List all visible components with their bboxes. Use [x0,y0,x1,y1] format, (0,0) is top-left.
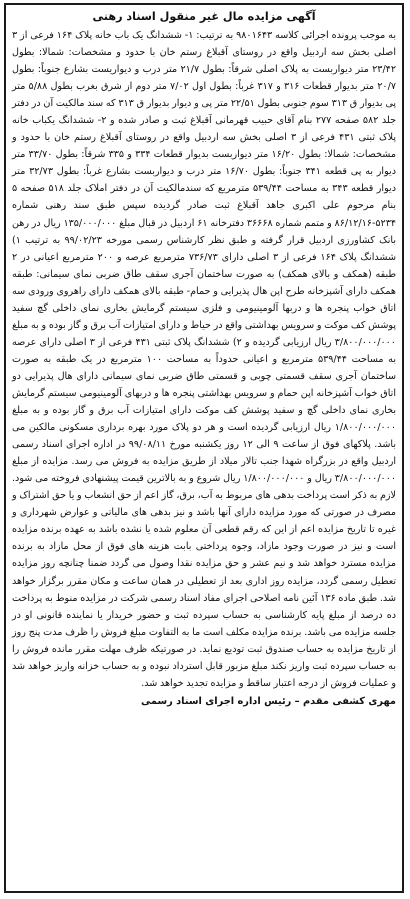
notice-signature: مهری کشفی مقدم – رئیس اداره اجرای اسناد رسمی [140,695,396,707]
notice-title: آگهی مزایده مال غیر منقول اسناد رهنی [92,10,316,23]
notice-body: به موجب پرونده اجرائی کلاسه ۹۸۰۱۶۴۳ به ترتیب: ۱- ششدانگ یک باب خانه پلاک ۱۶۴ فرعی از ۳ اصلی بخش سه اردبیل واقع در روستای آقبلاغ رستم خان با حدود و مشخصات: شمالا: بطول ۲۳/۴۲ متر دیواربست به پلاک اصلی شرقاً: بطول ۲۱/۷ متر درب و دیواریست بشارع جنوباً: بطول ۲۰/۷ متر بدیوار قطعات ۳۱۶ و ۳۱۷ غرباً: بطول اول ۷/۰۲ متر دوم از شرق بغرب بطول ۵/۸۸ متر پی بدیوار ق ۳۱۳ سوم جنوبی بطول ۲۲/۵۱ متر پی و دیوار بدیوار ق ۳۱۳ که سند مالکیت آن در دفتر جلد ۵۸۲ صفحه ۲۷۷ بنام آقای حبیب قهرمانی آقبلاغ ثبت و صادر شده و ۲- ششدانگ یکباب خانه پلاک ثبتی ۴۳۱ فرعی از ۳ اصلی بخش سه اردبیل واقع در روستای آقبلاغ رستم خان با حدود و مشخصات: شمالا: بطول ۱۶/۲۰ متر دیواربست بدیوار قطعات ۳۳۴ و ۳۳۵ شرقاً: بطول ۳۳/۷۰ متر دیوار به پی قطعه ۳۴۱ جنوباً: بطول ۱۶/۷۰ متر درب و دیواربست بشارع غرباً: بطول ۳۲/۷۳ متر دیوار قطعه ۳۴۳ به مساحت ۵۳۹/۴۴ مترمربع که سندمالکیت آن در دفتر املاک جلد ۵۱۸ صفحه ۵ بنام مرحوم علی اکبری جاهد آقبلاغ ثبت صادر گردیده سپس طبق سند رهنی شماره ۵۲۳۴-۸۶/۱۲/۱۶ و متمم شماره ۳۶۶۶۸ دفترخانه ۶۱ اردبیل در قبال مبلغ ۱۳۵/۰۰۰/۰۰۰ ریال در رهن بانک کشاورزی اردبیل قرار گرفته و طبق نظر کارشناس رسمی مورخه ۹۹/۰۲/۲۳ به ترتیب ۱) ششدانگ پلاک ۱۶۴ فرعی از ۳ اصلی دارای ۷۳۶/۷۳ مترمربع عرصه و ۲۰۰ مترمربع اعیانی در ۲ طبقه (همکف و بالای همکف) به صورت ساختمان آجری سقف طاق ضربی نمای سیمانی: طبقه همکف دارای آشپزخانه طرح اپن هال پذیرایی و حمام- طبقه بالای همکف دارای راهروی ورودی سه اتاق خواب پنجره ها و دربها آلومینیومی و فلزی سیستم گرمایش بخاری نمای داخلی گچ سفید پوشش کف موکت و سرویس بهداشتی واقع در حیاط و دارای امتیازات آب برق و گاز بوده و به مبلغ ۳/۸۰۰/۰۰۰/۰۰۰ ریال ارزیابی گردیده و ۲) ششدانگ پلاک ثبتی ۴۳۱ فرعی از ۳ اصلی دارای عرصه به مساحت ۵۳۹/۴۴ مترمربع و اعیانی حدوداً به مساحت ۱۰۰ مترمربع در یک طبقه به صورت ساختمان آجری سقف قسمتی چوبی و قسمتی طاق ضربی نمای سیمانی دارای هال پذیرایی دو اتاق خواب آشپزخانه اپن حمام و سرویس بهداشتی پنجره ها و دربهای آلومینیومی سیستم گرمایش بخاری نمای داخلی گچ و سفید پوشش کف موکت دارای امتیازات آب برق و گاز بوده و به مبلغ ۱/۸۰۰/۰۰۰/۰۰۰ ریال ارزیابی گردیده است و هر دو پلاک مورد بهره برداری مسکونی مالکین می باشد. پلاکهای فوق از ساعت ۹ الی ۱۲ روز یکشنبه مورخ ۹۹/۰۸/۱۱ در اداره اجرای اسناد رسمی اردبیل واقع در بزرگراه شهدا جنب تالار میلاد از طریق مزایده به فروش می رسد. مزایده از مبلغ ۳/۸۰۰/۰۰۰/۰۰۰ ریال و ۱/۸۰۰/۰۰۰/۰۰۰ ریال شروع و به بالاترین قیمت پیشنهادی فروخته می شود. لازم به ذکر است پرداخت بدهی های مربوط به آب، برق، گاز اعم از حق انشعاب و یا حق اشتراک و مصرف در صورتی که مورد مزایده دارای آنها باشد و نیز بدهی های مالیاتی و عوارض شهرداری و غیره تا تاریخ مزایده اعم از این که رقم قطعی آن معلوم شده یا نشده باشد به عهده برنده مزایده است و نیز در صورت وجود مازاد، وجوه پرداختی بابت هزینه های فوق از محل مازاد به برنده مزایده مسترد خواهد شد و نیم عشر و حق مزایده نقدا وصول می گردد ضمنا چنانچه روز مزایده تعطیل رسمی گردد، مزایده روز اداری بعد از تعطیلی در همان ساعت و مکان مقرر برگزار خواهد شد. طبق ماده ۱۳۶ آئین نامه اصلاحی اجرای مفاد اسناد رسمی شرکت در مزایده منوط به پرداخت ده درصد از مبلغ پایه کارشناسی به حساب سپرده ثبت و حضور خریدار یا نماینده قانونی او در جلسه مزایده می باشد. برنده مزایده مکلف است ما به التفاوت مبلغ فروش را ظرف مدت پنج روز از تاریخ مزایده به حساب صندوق ثبت تودیع نماید. در صورتیکه ظرف مهلت مقرر مانده فروش را به حساب سپرده ثبت واریز نکند مبلغ مزبور قابل استرداد نبوده و به حساب خزانه واریز خواهد شد و عملیات فروش از درجه اعتبار ساقط و مزایده تجدید خواهد شد. [12,30,397,689]
auction-notice [4,3,404,893]
